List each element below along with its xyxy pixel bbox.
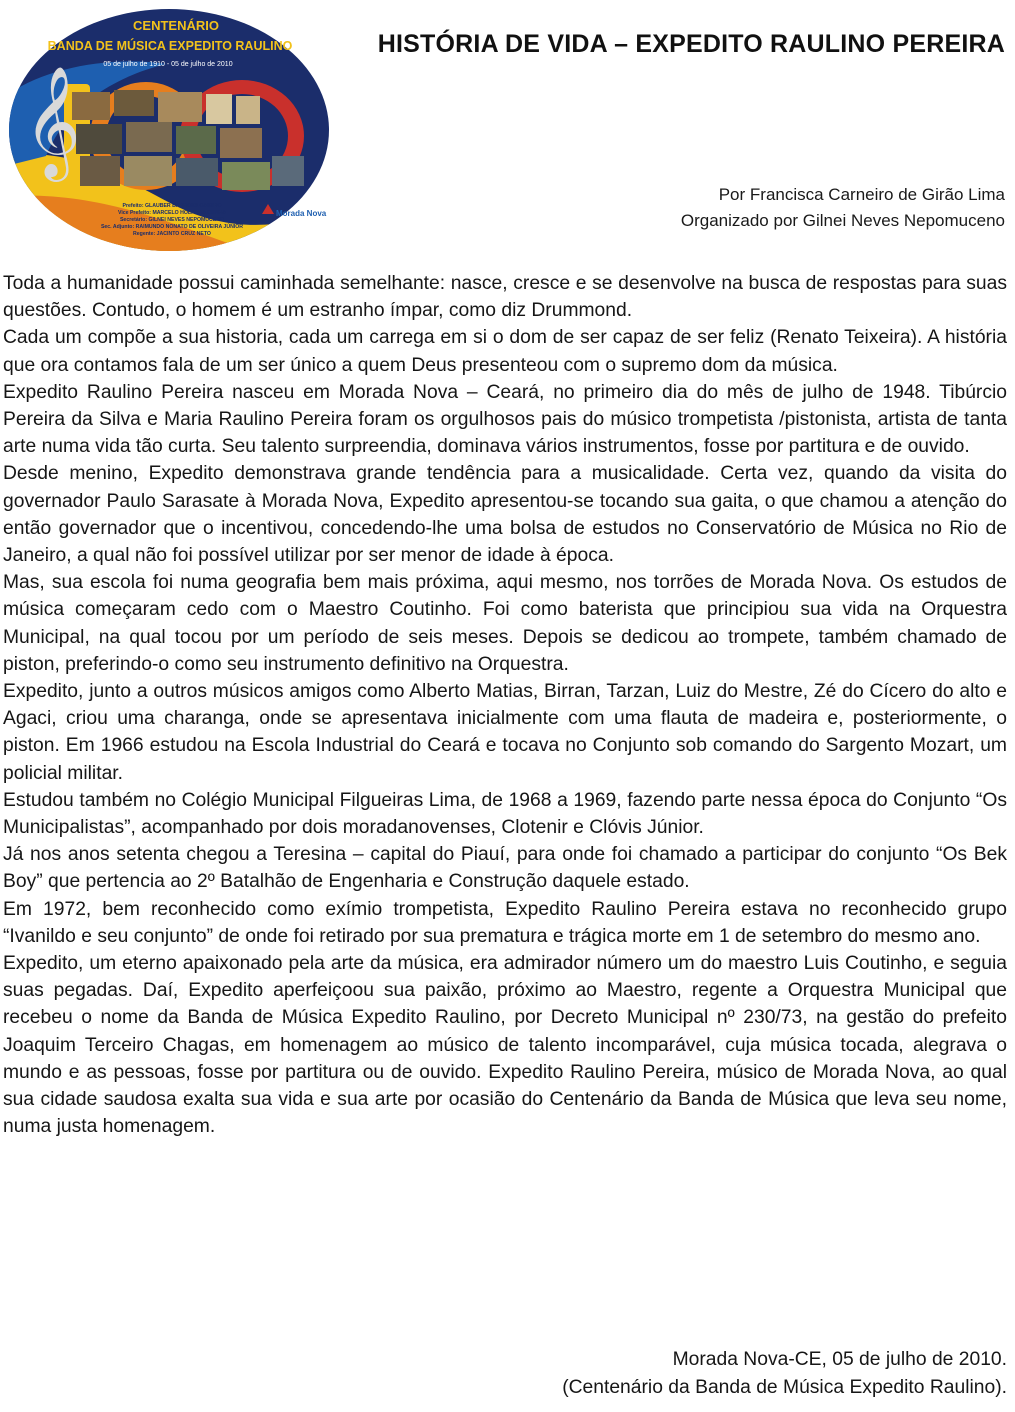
treble-clef-icon: 𝄞 [24, 65, 81, 177]
paragraph: Expedito, junto a outros músicos amigos como Alberto Matias, Birran, Tarzan, Luiz do Mestre, Zé do Cícero do alto e Agaci, criou uma charanga, onde se apresentava inicialmente com uma flauta de madeira e, posteriormente, o piston. Em 1966 estudou na Escola Industrial do Ceará e tocava no Conjunto sob comando do Sargento Mozart, um policial militar. [3, 681, 1007, 784]
place-date: Morada Nova-CE, 05 de julho de 2010. [672, 1349, 1007, 1370]
article-body [3, 270, 1007, 1141]
paragraph: Em 1972, bem reconhecido como exímio trompetista, Expedito Raulino Pereira estava no reconhecido grupo “Ivanildo e seu conjunto” de onde foi retirado por sua prematura e trágica morte em 1 de setembro do mesmo ano. [3, 898, 1007, 947]
paragraph: Cada um compõe a sua historia, cada um carrega em si o dom de ser capaz de ser feliz (Renato Teixeira). A história que ora contamos fala de um ser único a quem Deus presenteou com o supremo dom da música. [3, 327, 1007, 376]
paragraph: Expedito Raulino Pereira nasceu em Morada Nova – Ceará, no primeiro dia do mês de julho de 1948. Tibúrcio Pereira da Silva e Maria Raulino Pereira foram os orgulhosos pais do músico trompetista /pistonista, artista de tanta arte numa vida tão curta. Seu talento surpreendia, dominava vários instrumentos, fosse por partitura e de ouvido. [3, 381, 1007, 458]
organizer-line: Organizado por Gilnei Neves Nepomuceno [680, 211, 1005, 230]
logo-credit-line: Vice Prefeito: MARCELO HOLANDA CUNHA [117, 210, 227, 216]
author-line: Por Francisca Carneiro de Girão Lima [718, 185, 1005, 204]
signoff [562, 1346, 1007, 1401]
logo-title-1: CENTENÁRIO [133, 18, 219, 33]
paragraph: Mas, sua escola foi numa geografia bem mais próxima, aqui mesmo, nos torrões de Morada Nova. Os estudos de música começaram cedo com o Maestro Coutinho. Foi como baterista que principiou sua vida na Orquestra Municipal, na qual tocou por um período de seis meses. Depois se dedicou ao trompete, também chamado de piston, preferindo-o como seu instrumento definitivo na Orquestra. [3, 572, 1007, 675]
paragraph: Estudou também no Colégio Municipal Filgueiras Lima, de 1968 a 1969, fazendo parte nessa época do Conjunto “Os Municipalistas”, acompanhado por dois moradanovenses, Clotenir e Clóvis Júnior. [3, 789, 1007, 839]
page-title: HISTÓRIA DE VIDA – EXPEDITO RAULINO PEREIRA [377, 30, 1005, 58]
brand-name: Morada Nova [276, 209, 327, 218]
paragraph: Expedito, um eterno apaixonado pela arte da música, era admirador número um do maestro Luis Coutinho, e seguia suas pegadas. Daí, Expedito aperfeiçoou sua paixão, próximo ao Maestro, regente a Orquestra Municipal que recebeu o nome da Banda de Música Expedito Raulino, por Decreto Municipal nº 230/73, na gestão do prefeito Joaquim Terceiro Chagas, em homenagem ao músico de talento incomparável, cuja música tocada, alegrava o mundo e as pessoas, fosse por partitura ou de ouvido. Expedito Raulino Pereira, músico de Morada Nova, ao qual sua cidade saudosa exalta sua vida e sua arte por ocasião do Centenário da Banda de Música que leva seu nome, numa justa homenagem. [3, 953, 1007, 1138]
logo-credit-line: Sec. Adjunto: RAIMUNDO NONATO DE OLIVEIRA JÚNIOR [100, 224, 244, 230]
logo-credit-line: Secretário: GILNEI NEVES NEPOMUCENO [119, 217, 225, 223]
logo-credit-line: Regente: JACINTO CRUZ NETO [133, 231, 211, 237]
byline [681, 182, 1005, 234]
centenary-emblem [6, 6, 332, 254]
logo-credit-line: Prefeito: GLAUBER BARBOSA CASTRO [122, 203, 222, 209]
centenary-logo [6, 6, 332, 254]
paragraph: Já nos anos setenta chegou a Teresina – capital do Piauí, para onde foi chamado a participar do conjunto “Os Bek Boy” que pertencia ao 2º Batalhão de Engenharia e Construção daquele estado. [3, 844, 1007, 893]
paragraph: Toda a humanidade possui caminhada semelhante: nasce, cresce e se desenvolve na busca de respostas para suas questões. Contudo, o homem é um estranho ímpar, como diz Drummond. [3, 273, 1007, 322]
logo-title-2: BANDA DE MÚSICA EXPEDITO RAULINO [47, 39, 293, 53]
paragraph: Desde menino, Expedito demonstrava grande tendência para a musicalidade. Certa vez, quando da visita do governador Paulo Sarasate à Morada Nova, Expedito apresentou-se tocando sua gaita, o que chamou a atenção do então governador que o incentivou, concedendo-lhe uma bolsa de estudos no Conservatório de Música no Rio de Janeiro, a qual não foi possível utilizar por ser menor de idade à época. [3, 463, 1007, 567]
occasion: (Centenário da Banda de Música Expedito Raulino). [562, 1376, 1007, 1398]
logo-dates: 05 de julho de 1910 - 05 de julho de 2010 [103, 61, 233, 68]
